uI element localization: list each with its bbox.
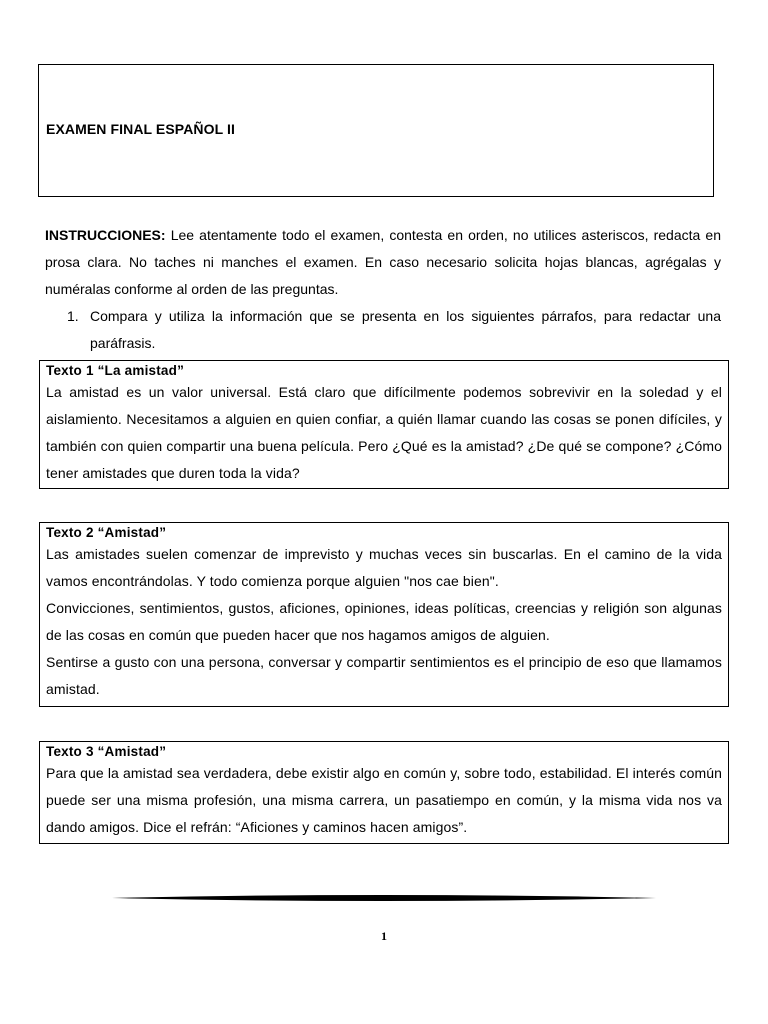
text-paragraph: Convicciones, sentimientos, gustos, aficiones, opiniones, ideas políticas, creencias y religión son algunas de las cosas en común que pueden hacer que nos hagamos amigos de alguien.: [46, 600, 722, 643]
question-text: Compara y utiliza la información que se presenta en los siguientes párrafos, para redactar una paráfrasis.: [90, 308, 721, 351]
exam-header-box: [38, 64, 714, 197]
text-paragraph: La amistad es un valor universal. Está claro que difícilmente podemos sobrevivir en la soledad y el aislamiento. Necesitamos a alguien en quien confiar, a quién llamar cuando las cosas se ponen difíciles, y también con quien compartir una buena película. Pero ¿Qué es la amistad? ¿De qué se compone? ¿Cómo tener amistades que duren toda la vida?: [46, 384, 722, 481]
text-box-title: Texto 3 “Amistad”: [46, 744, 167, 759]
text-box-3: [39, 741, 729, 844]
text-box-body: [46, 760, 722, 841]
decorative-divider: [112, 893, 656, 903]
text-box-1: [39, 360, 729, 489]
text-box-title: Texto 2 “Amistad”: [46, 525, 167, 540]
instructions-text: Lee atentamente todo el examen, contesta en orden, no utilices asteriscos, redacta en prosa clara. No taches ni manches el examen. En caso necesario solicita hojas blancas, agrégalas y numéralas conforme al orden de las preguntas.: [45, 227, 721, 297]
instructions-label: INSTRUCCIONES:: [45, 227, 166, 243]
text-box-body: [46, 379, 722, 487]
instructions-paragraph: [45, 222, 721, 303]
text-box-body: [46, 541, 722, 703]
text-box-2: [39, 522, 729, 707]
text-box-title: Texto 1 “La amistad”: [46, 363, 185, 378]
text-paragraph: Para que la amistad sea verdadera, debe existir algo en común y, sobre todo, estabilidad. El interés común puede ser una misma profesión, una misma carrera, un pasatiempo en común, y la misma vida nos va dando amigos. Dice el refrán: “Aficiones y caminos hacen amigos”.: [46, 765, 722, 835]
question-number: 1.: [67, 308, 79, 324]
text-paragraph: Las amistades suelen comenzar de imprevisto y muchas veces sin buscarlas. En el camino de la vida vamos encontrándolas. Y todo comienza porque alguien "nos cae bien".: [46, 546, 722, 589]
question-1: [45, 303, 721, 357]
page-number: 1: [381, 929, 387, 943]
text-paragraph: Sentirse a gusto con una persona, conversar y compartir sentimientos es el principio de eso que llamamos amistad.: [46, 654, 722, 697]
exam-title: EXAMEN FINAL ESPAÑOL II: [46, 121, 235, 137]
